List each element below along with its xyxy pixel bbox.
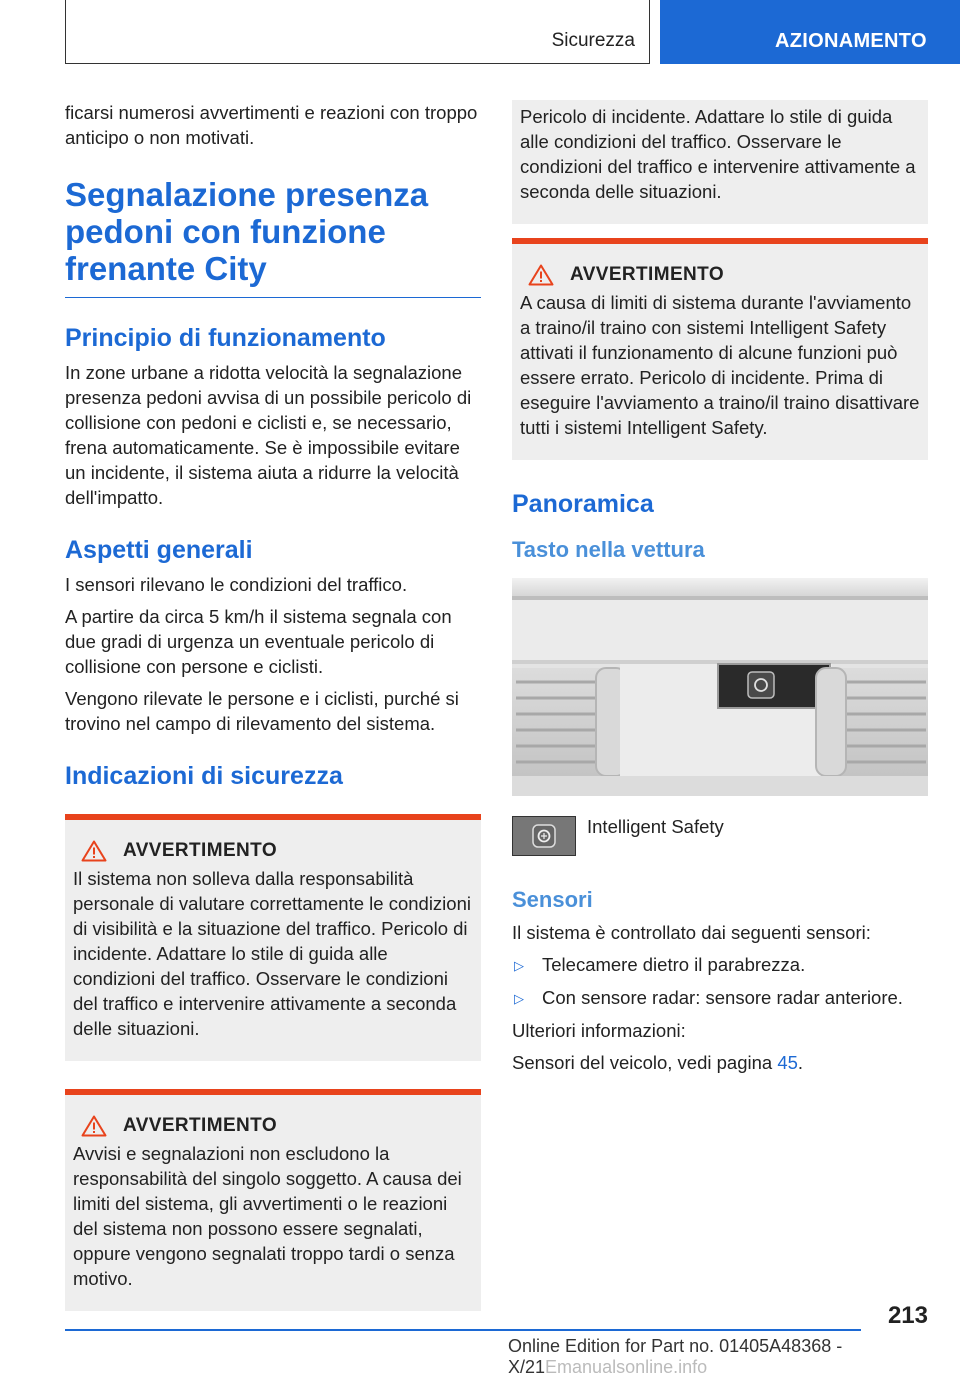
page-reference-link[interactable]: 45 [777, 1052, 798, 1073]
footer-watermark: Emanualsonline.info [545, 1357, 708, 1377]
footer-edition: Online Edition for Part no. 01405A48368 - X/21Emanualsonline.info [508, 1336, 843, 1377]
page-number: 213 [887, 1302, 928, 1329]
icon-legend-row [512, 816, 928, 856]
triangle-bullet-icon: ▷ [514, 991, 524, 1006]
warning-2-title: AVVERTIMENTO [123, 1115, 277, 1136]
triangle-bullet-icon: ▷ [514, 958, 524, 973]
sensors-intro: Il sistema è controllato dai seguenti sensori: [512, 922, 871, 943]
warning-3-text: A causa di limiti di sistema durante l'avviamento a traino/il traino con sistemi Intelligent Safety attivati il funzionamento di alcune funzioni può essere errato. Pericolo di incidente. Prima di eseguire l'avviamento a traino/il traino disattivare tutti i sistemi Intelligent Safety. [520, 292, 920, 438]
warning-continued-text: Pericolo di incidente. Adattare lo stile di guida alle condizioni del traffico. Osservare le condizioni del traffico e intervenire attivamente a seconda delle situazioni. [520, 106, 916, 202]
warning-triangle-icon [81, 1115, 107, 1137]
safety-heading: Indicazioni di sicurezza [65, 762, 343, 790]
overview-heading: Panoramica [512, 490, 654, 518]
intro-text: ficarsi numerosi avvertimenti e reazioni con troppo anticipo o non motivati. [65, 102, 478, 148]
warning-box-1 [65, 814, 481, 1061]
dashboard-button-photo [512, 578, 928, 796]
warning-box-3 [512, 238, 928, 460]
warning-1-title: AVVERTIMENTO [123, 840, 277, 861]
sensors-list [512, 952, 928, 1011]
page-header [0, 0, 960, 64]
general-paragraph-3: Vengono rilevate le persone e i ciclisti, purché si trovino nel campo di rilevamento del sistema. [65, 688, 459, 734]
header-chapter-title: AZIONAMENTO [775, 30, 927, 52]
general-heading: Aspetti generali [65, 536, 253, 564]
warning-triangle-icon [528, 264, 554, 286]
sensors-heading: Sensori [512, 887, 593, 912]
intelligent-safety-label: Intelligent Safety [587, 816, 724, 837]
general-paragraph-2: A partire da circa 5 km/h il sistema segnala con due gradi di urgenza un eventuale pericolo di collisione con persone e ciclisti. [65, 606, 452, 677]
warning-continued-box [512, 100, 928, 224]
warning-2-text: Avvisi e segnalazioni non escludono la responsabilità del singolo soggetto. A causa dei limiti del sistema, gli avvertimenti o le reazioni del sistema non possono essere segnalati, oppure vengono segnalati troppo tardi o senza motivo. [73, 1143, 462, 1289]
principle-text: In zone urbane a ridotta velocità la segnalazione presenza pedoni avvisa di un possibile pericolo di collisione con pedoni e ciclisti e, se necessario, frena automaticamente. Se è impossibile evitare un incidente, il sistema aiuta a ridurre la velocità dell'impatto. [65, 362, 472, 508]
reference-line: Sensori del veicolo, vedi pagina 45. [512, 1052, 804, 1073]
principle-heading: Principio di funzionamento [65, 324, 386, 352]
warning-box-2 [65, 1089, 481, 1311]
warning-triangle-icon [81, 840, 107, 862]
intelligent-safety-button-icon [512, 816, 576, 856]
page-title: Segnalazione presenza pedoni con funzione frenante City [65, 176, 481, 298]
list-item: ▷ Telecamere dietro il parabrezza. [512, 952, 928, 978]
more-info-text: Ulteriori informazioni: [512, 1020, 686, 1041]
list-item: ▷ Con sensore radar: sensore radar anteriore. [512, 985, 928, 1011]
button-heading: Tasto nella vettura [512, 537, 705, 562]
header-section-title: Sicurezza [551, 30, 635, 51]
warning-1-text: Il sistema non solleva dalla responsabilità personale di valutare correttamente le condizioni di visibilità e la situazione del traffico. Pericolo di incidente. Adattare lo stile di guida alle condizioni del traffico. Osservare le condizioni del traffico e intervenire attivamente a seconda delle situazioni. [73, 868, 471, 1039]
warning-3-title: AVVERTIMENTO [570, 264, 724, 285]
left-column [65, 100, 481, 1311]
right-column [512, 100, 928, 1082]
header-section-box [65, 0, 650, 64]
footer-divider [65, 1329, 861, 1331]
general-paragraph-1: I sensori rilevano le condizioni del traffico. [65, 574, 408, 595]
header-chapter-tab [660, 0, 960, 64]
